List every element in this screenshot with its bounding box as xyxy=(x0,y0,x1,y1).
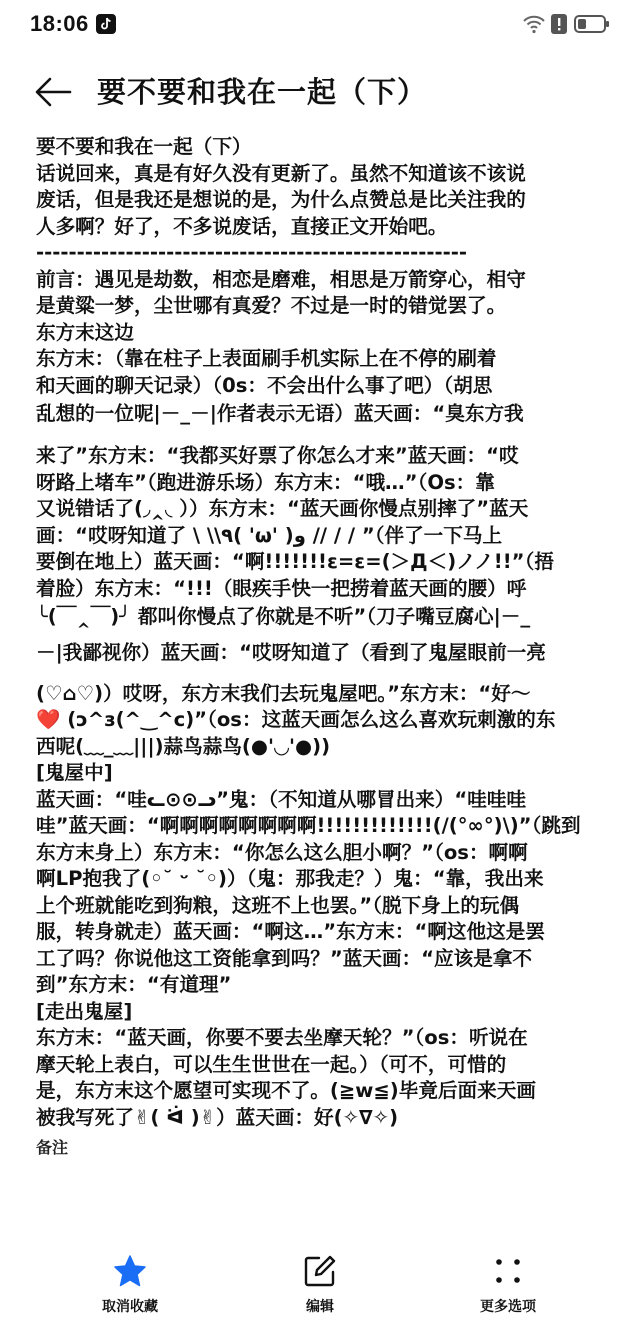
alert-icon xyxy=(550,13,568,35)
status-bar xyxy=(0,0,640,52)
star-icon xyxy=(113,1254,147,1288)
bottom-action-bar xyxy=(0,1250,640,1327)
note-line: －|我鄙视你）蓝天画：“哎呀知道了（看到了鬼屋眼前一亮 xyxy=(36,641,546,664)
note-line: 东方末：“蓝天画，你要不要去坐摩天轮？”（os：听说在 xyxy=(36,1026,528,1049)
page-title: 要不要和我在一起（下） xyxy=(97,75,428,109)
note-line: 呀路上堵车”（跑进游乐场）东方末：“哦…”（Os：靠 xyxy=(36,470,495,494)
note-line: (♡⌂♡)）哎呀，东方末我们去玩鬼屋吧。”东方末：“好～ xyxy=(36,681,531,705)
unfavorite-button[interactable] xyxy=(70,1250,190,1320)
tiktok-icon xyxy=(96,14,116,34)
status-time: 18:06 xyxy=(30,11,89,36)
more-options-label: 更多选项 xyxy=(480,1299,536,1315)
note-line: 被我写死了✌︎( ᐛ )✌︎）蓝天画：好(✧∇✧) xyxy=(36,1105,399,1129)
note-line: 蓝天画：“哇ᓚ⊙⊙ᓗ”鬼：（不知道从哪冒出来）“哇哇哇 xyxy=(36,787,527,811)
note-line: 西呢(﹏_﹏|||)蒜鸟蒜鸟(●'◡'●)) xyxy=(36,734,331,758)
back-arrow-icon xyxy=(34,74,74,110)
note-line: 废话，但是我还是想说的是，为什么点赞总是比关注我的 xyxy=(36,188,526,211)
note-line: 东方末身上）东方末：“你怎么这么胆小啊？”（os：啊啊 xyxy=(36,840,528,864)
note-line: 上个班就能吃到狗粮，这班不上也罢。”（脱下身上的玩偶 xyxy=(36,893,520,917)
note-line: 工了吗？你说他这工资能拿到吗？”蓝天画：“应该是拿不 xyxy=(36,946,533,970)
note-line: 摩天轮上表白，可以生生世世在一起。）（可不，可惜的 xyxy=(36,1052,507,1076)
note-line: 乱想的一位呢|－_－|作者表示无语）蓝天画：“臭东方我 xyxy=(36,402,524,425)
divider-line: ----------------------------------------------------- xyxy=(36,241,468,264)
note-line: 来了”东方末：“我都买好票了你怎么才来”蓝天画：“哎 xyxy=(36,444,519,467)
note-line: 着脸）东方末：“!!!（眼疾手快一把捞着蓝天画的腰）呼 xyxy=(36,576,527,600)
section-heading: [鬼屋中] xyxy=(36,761,113,784)
back-button[interactable] xyxy=(34,74,74,110)
note-line: 是，东方末这个愿望可实现不了。(≧w≦)毕竟后面来天画 xyxy=(36,1079,536,1102)
note-line: 画：“哎呀知道了 \ \\٩( 'ω' )و // / / ”（伴了一下马上 xyxy=(36,523,503,547)
note-line: 到”东方末：“有道理” xyxy=(36,973,232,996)
more-options-button[interactable] xyxy=(448,1250,568,1320)
edit-label: 编辑 xyxy=(306,1299,334,1315)
note-line: 哇”蓝天画：“啊啊啊啊啊啊啊啊!!!!!!!!!!!!!(/(°∞°)\)”（跳到 xyxy=(36,814,581,837)
note-line: 服，转身就走）蓝天画：“啊这…”东方末：“啊这他这是罢 xyxy=(36,920,545,943)
edit-icon xyxy=(303,1254,337,1288)
note-line: 要不要和我在一起（下） xyxy=(36,135,252,158)
note-line: 前言：遇见是劫数，相恋是磨难，相思是万箭穿心，相守 xyxy=(36,267,526,291)
note-content[interactable] xyxy=(36,134,616,1162)
edit-button[interactable] xyxy=(260,1250,380,1320)
header xyxy=(0,60,640,124)
more-icon xyxy=(491,1254,525,1288)
note-line: ❤️ (ↄ^з(^‿^c)”（os：这蓝天画怎么这么喜欢玩刺激的东 xyxy=(36,708,556,731)
note-line: 要倒在地上）蓝天画：“啊!!!!!!!ε=ε=(＞Д＜)ノノ!!”（捂 xyxy=(36,550,554,573)
note-line: 人多啊？好了，不多说废话，直接正文开始吧。 xyxy=(36,214,448,238)
wifi-icon xyxy=(522,13,546,35)
remarks-label[interactable]: 备注 xyxy=(36,1138,69,1157)
note-line: 东方末这边 xyxy=(36,320,134,344)
battery-icon xyxy=(574,14,610,34)
unfavorite-label: 取消收藏 xyxy=(102,1299,158,1315)
note-line: 东方末：（靠在柱子上表面刷手机实际上在不停的刷着 xyxy=(36,347,497,370)
note-line: 又说错话了(◞‸◟ ））东方末：“蓝天画你慢点别摔了”蓝天 xyxy=(36,497,529,520)
note-line: 是黄粱一梦，尘世哪有真爱？不过是一时的错觉罢了。 xyxy=(36,294,507,317)
note-line: ╰(￣‸￣)╯ 都叫你慢点了你就是不听”（刀子嘴豆腐心|－_ xyxy=(36,605,531,628)
note-line: 话说回来，真是有好久没有更新了。虽然不知道该不该说 xyxy=(36,161,526,185)
note-line: 和天画的聊天记录）（0s：不会出什么事了吧）（胡思 xyxy=(36,373,493,397)
section-heading: [走出鬼屋] xyxy=(36,999,133,1023)
note-line: 啊LP抱我了(◦˘ ᵕ ˘◦)）（鬼：那我走？）鬼：“靠，我出来 xyxy=(36,867,544,890)
